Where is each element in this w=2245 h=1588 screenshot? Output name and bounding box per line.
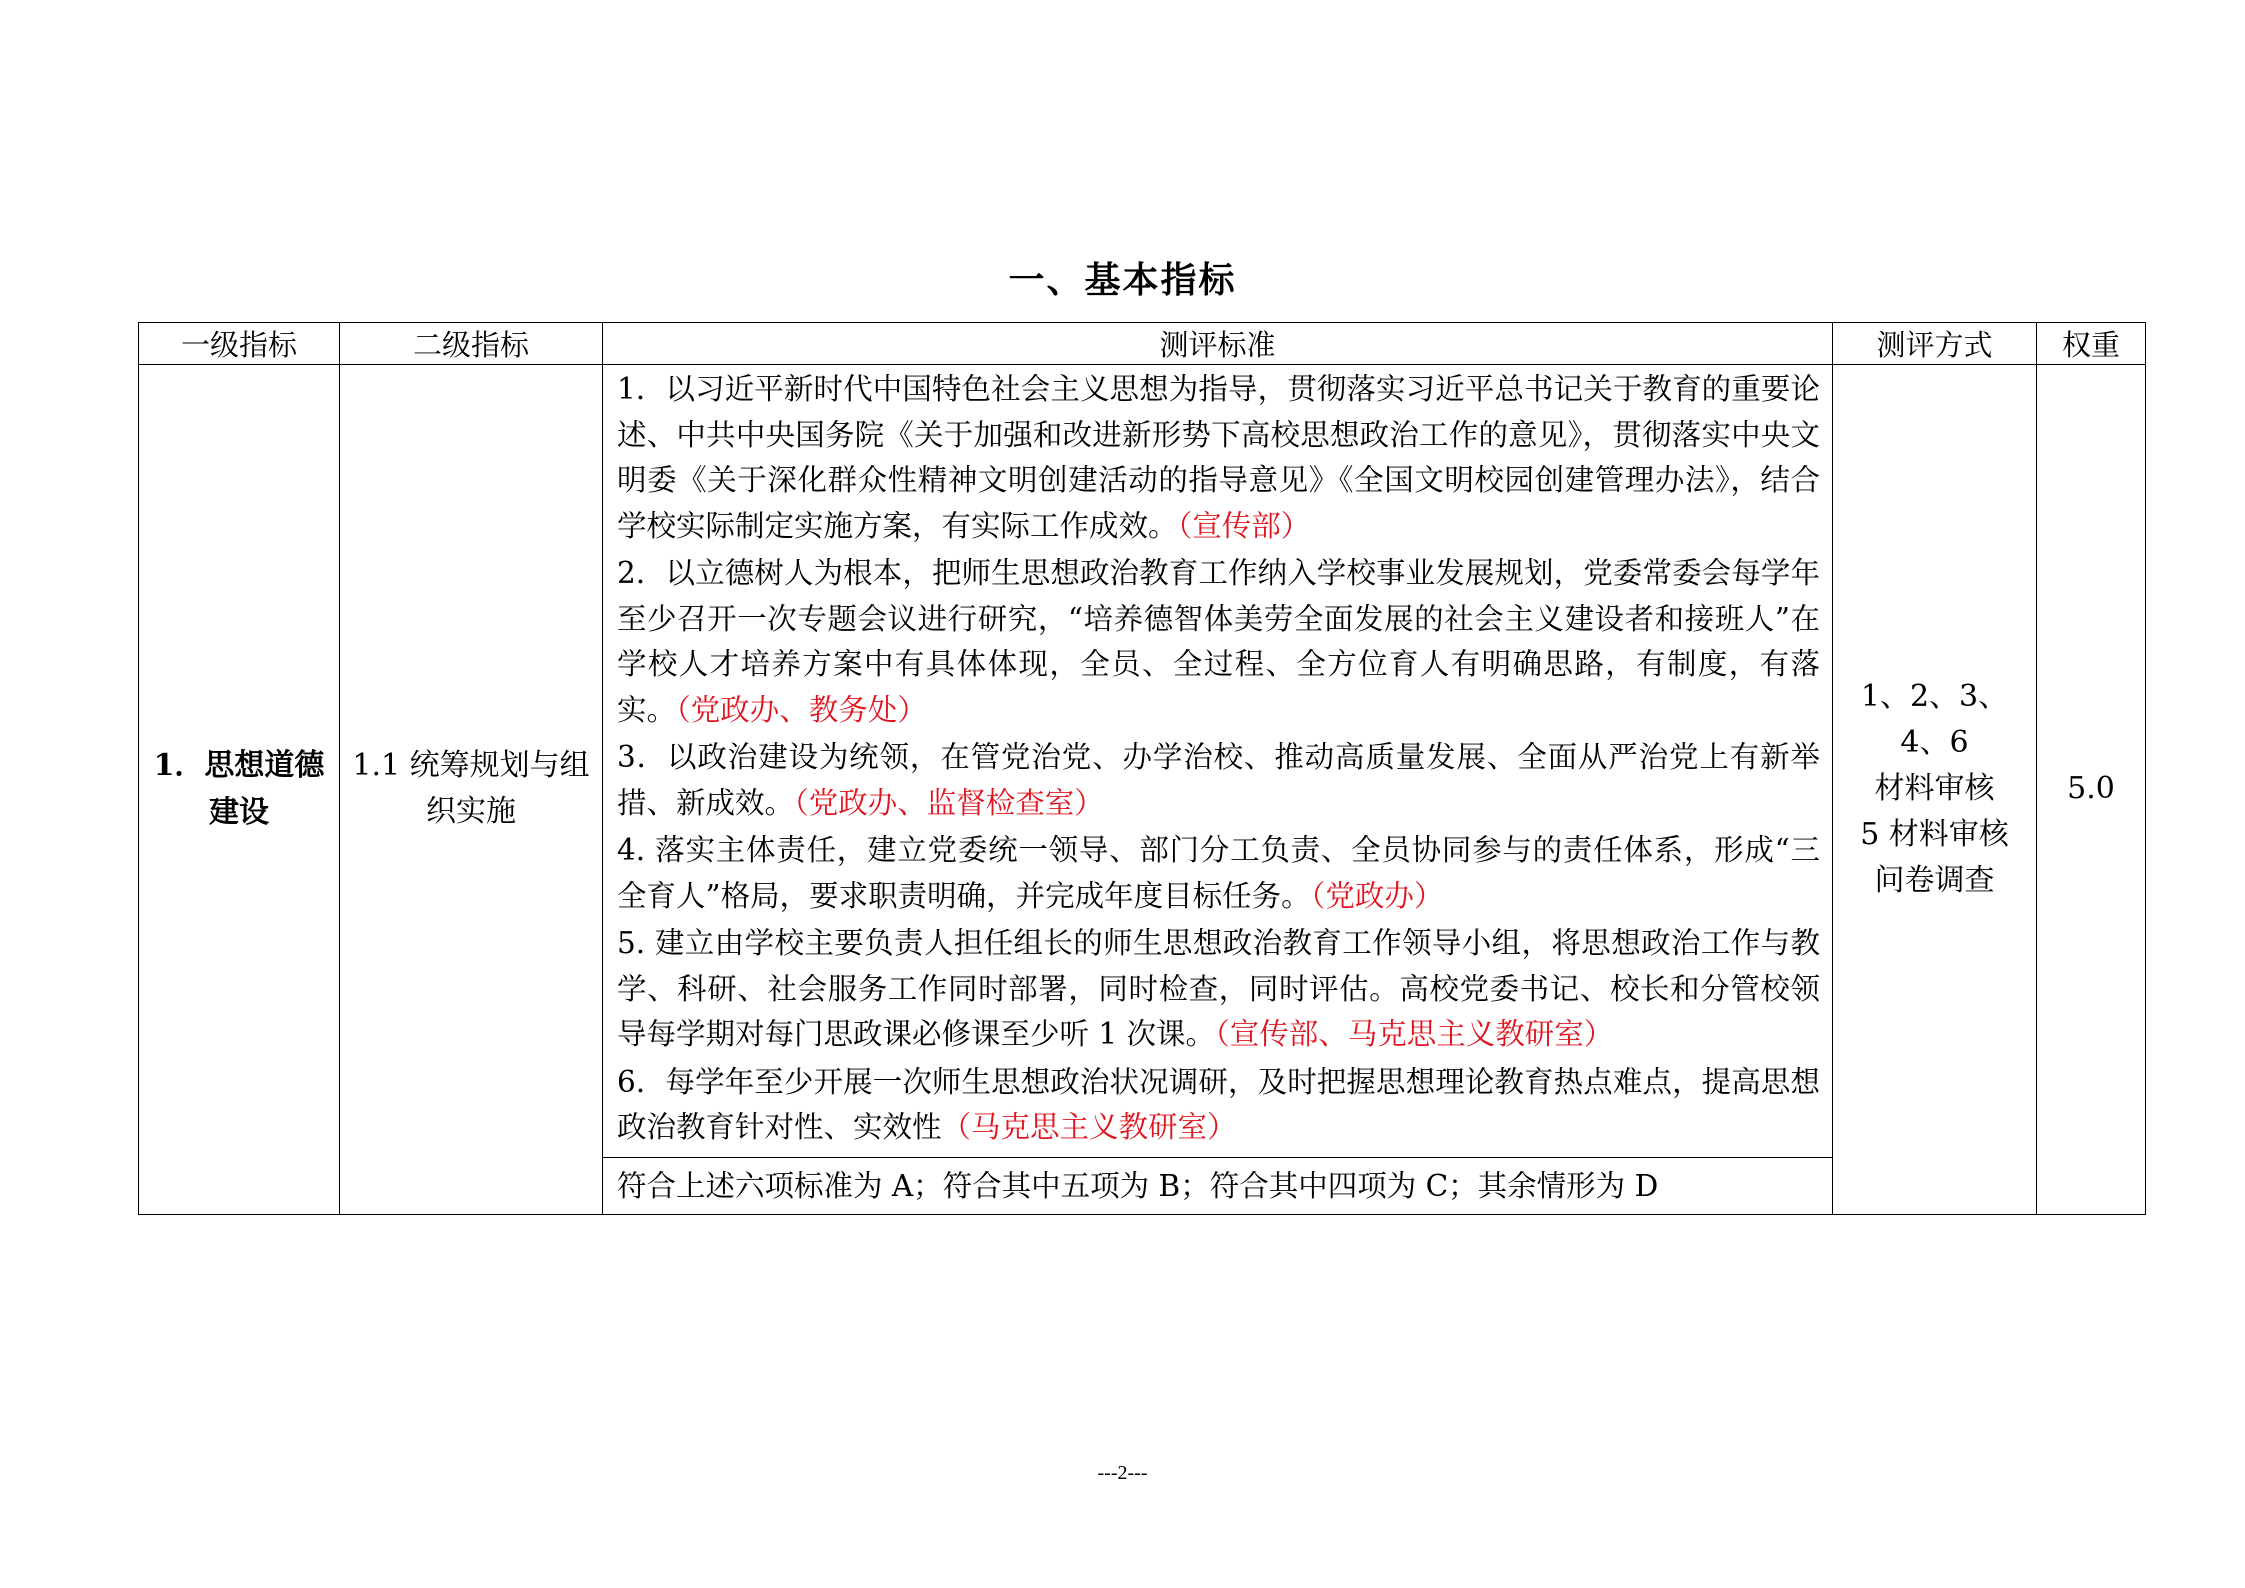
criterion-4 (617, 828, 1820, 919)
header-method: 测评方式 (1833, 323, 2037, 365)
responsible-department: （党政办、监督检查室） (794, 785, 1104, 820)
table-header-row (139, 323, 2146, 365)
method-cell (1833, 365, 2037, 1215)
section-title: 一、基本指标 (1008, 259, 1237, 301)
criterion-text: 1．以习近平新时代中国特色社会主义思想为指导，贯彻落实习近平总书记关于教育的重要论述、中共中央国务院《关于加强和改进新形势下高校思想政治工作的意见》，贯彻落实中央文明委《关于深化群众性精神文明创建活动的指导意见》《全国文明校园创建管理办法》，结合学校实际制定实施方案，有实际工作成效。 (617, 372, 1820, 543)
criterion-3 (617, 735, 1820, 826)
level2-label: 1.1 统筹规划与组织实施 (352, 748, 590, 830)
criterion-text: 3．以政治建设为统领，在管党治党、办学治校、推动高质量发展、全面从严治党上有新举措、新成效。 (617, 740, 1820, 820)
criterion-5 (617, 921, 1820, 1058)
level1-cell (139, 365, 340, 1215)
responsible-department: （党政办、教务处） (676, 692, 927, 727)
criteria-cell (603, 365, 1833, 1215)
weight-value: 5.0 (2067, 771, 2115, 807)
header-criteria: 测评标准 (603, 323, 1833, 365)
table-row (139, 365, 2146, 1215)
criterion-text: 4. 落实主体责任，建立党委统一领导、部门分工负责、全员协同参与的责任体系，形成“三全育人”格局，要求职责明确，并完成年度目标任务。 (617, 833, 1820, 913)
header-level1: 一级指标 (139, 323, 340, 365)
criterion-6 (617, 1060, 1820, 1151)
weight-cell (2037, 365, 2146, 1215)
responsible-department: （宣传部） (1177, 508, 1311, 543)
criterion-1 (617, 367, 1820, 549)
criterion-2 (617, 551, 1820, 733)
criterion-text: 6．每学年至少开展一次师生思想政治状况调研，及时把握思想理论教育热点难点，提高思想政治教育针对性、实效性 (617, 1064, 1820, 1144)
method-line: 4、6 (1900, 725, 1969, 761)
indicator-table (138, 322, 2146, 1215)
level1-label: 1．思想道德建设 (153, 748, 325, 831)
page-number: ---2--- (1097, 1462, 1148, 1484)
method-line: 1、2、3、 (1860, 679, 2009, 715)
header-weight: 权重 (2037, 323, 2146, 365)
level2-cell (340, 365, 603, 1215)
grading-rule: 符合上述六项标准为 A；符合其中五项为 B；符合其中四项为 C；其余情形为 D (603, 1157, 1832, 1214)
responsible-department: （宣传部、马克思主义教研室） (1215, 1017, 1614, 1051)
criterion-text: 2．以立德树人为根本，把师生思想政治教育工作纳入学校事业发展规划，党委常委会每学年至少召开一次专题会议进行研究，“培养德智体美劳全面发展的社会主义建设者和接班人”在学校人才培养方案中有具体体现，全员、全过程、全方位育人有明确思路，有制度，有落实。 (617, 556, 1820, 727)
criteria-list (603, 365, 1832, 1157)
criterion-text: 5. 建立由学校主要负责人担任组长的师生思想政治教育工作领导小组，将思想政治工作与教学、科研、社会服务工作同时部署，同时检查，同时评估。高校党委书记、校长和分管校领导每学期对每门思政课必修课至少听 1 次课。 (617, 926, 1820, 1051)
header-level2: 二级指标 (340, 323, 603, 365)
method-line: 问卷调查 (1874, 863, 1995, 899)
responsible-department: （党政办） (1310, 878, 1444, 913)
method-line: 材料审核 (1874, 771, 1995, 807)
method-line: 5 材料审核 (1860, 817, 2009, 853)
responsible-department: （马克思主义教研室） (941, 1110, 1237, 1144)
